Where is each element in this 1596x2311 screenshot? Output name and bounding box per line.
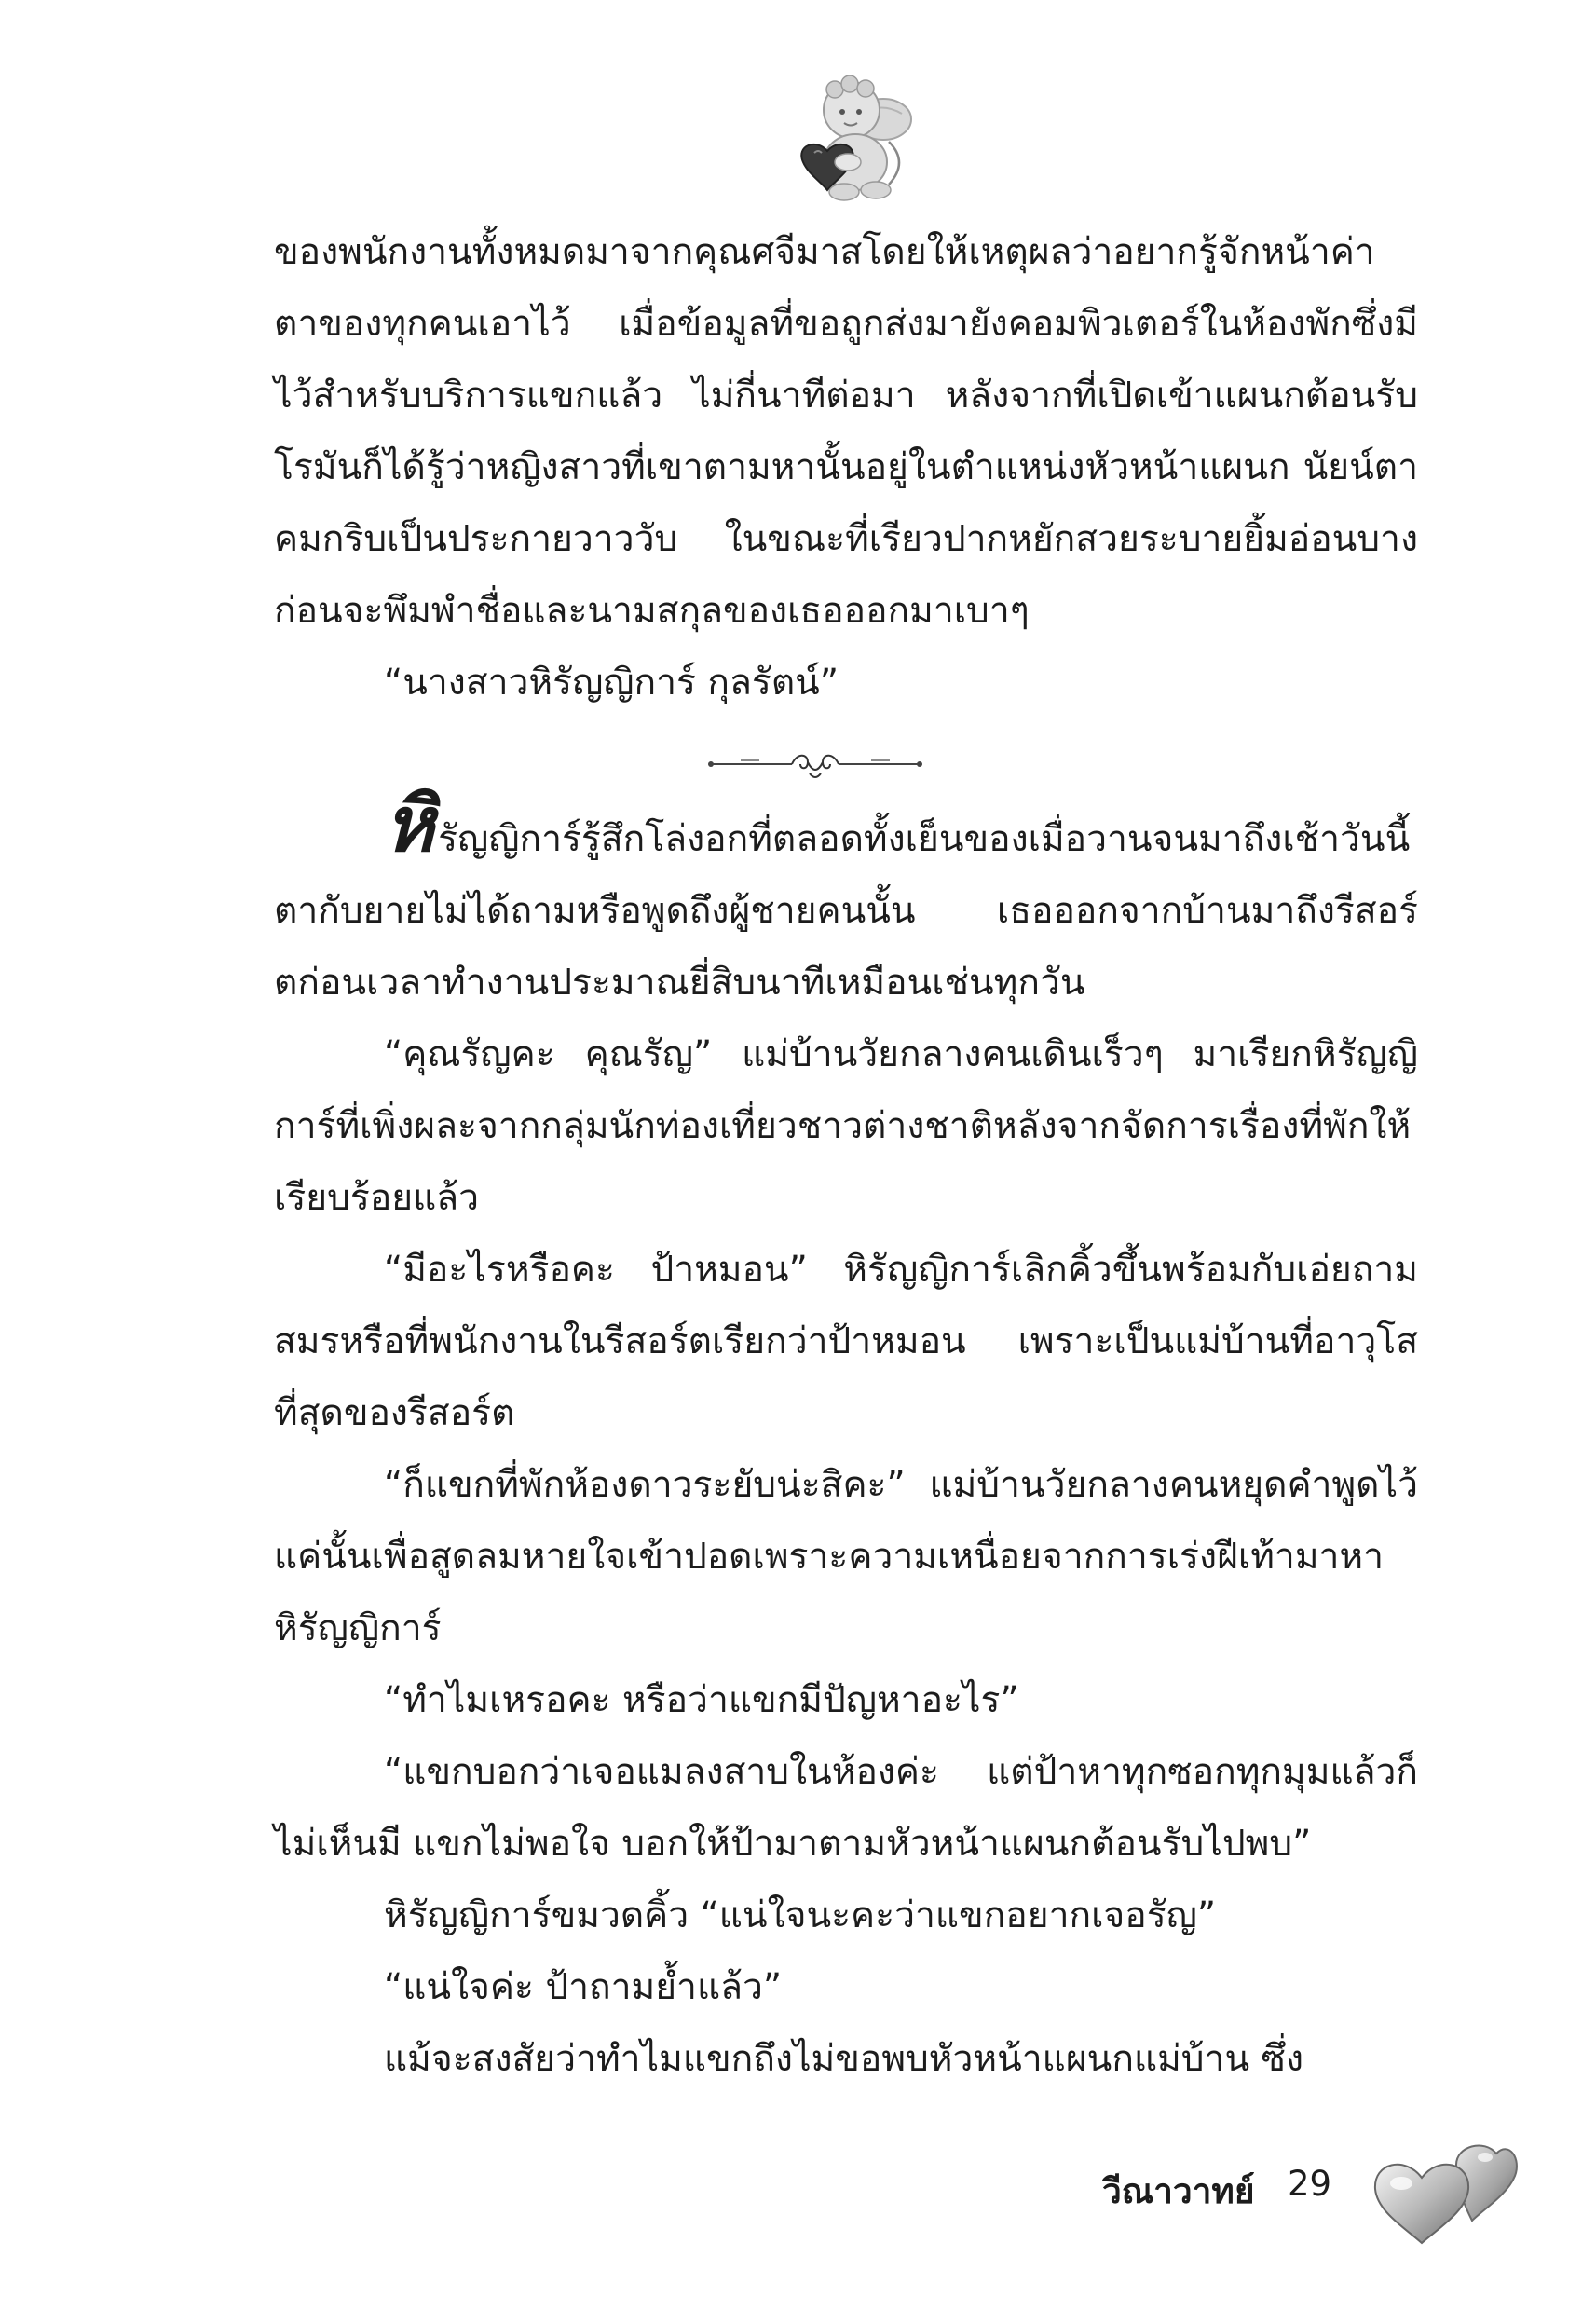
ornamental-scroll-divider-icon bbox=[703, 745, 927, 783]
page-number: 29 bbox=[1288, 2164, 1332, 2204]
paragraph: “ก็แขกที่พักห้องดาวระยับน่ะสิคะ” แม่บ้านวัยกลางคนหยุดคำพูดไว้แค่นั้นเพื่อสูดลมหายใจเข้าปอดเพราะความเหนื่อยจากการเร่งฝีเท้ามาหาหิรัญญิการ์ bbox=[274, 1464, 1418, 1649]
cherub-holding-heart-icon bbox=[779, 65, 919, 205]
dropcap: หิ bbox=[384, 780, 435, 869]
paragraph: “นางสาวหิรัญญิการ์ กุลรัตน์” bbox=[384, 662, 839, 704]
text-block-bottom bbox=[274, 780, 1418, 2095]
book-title: วีณาวาทย์ bbox=[1102, 2171, 1255, 2211]
paragraph-with-dropcap bbox=[274, 780, 1418, 1019]
paragraph: หิรัญญิการ์ขมวดคิ้ว “แน่ใจนะคะว่าแขกอยากเจอรัญ” bbox=[384, 1894, 1217, 1936]
paragraph: ของพนักงานทั้งหมดมาจากคุณศจีมาสโดยให้เหตุผลว่าอยากรู้จักหน้าค่าตาของทุกคนเอาไว้ เมื่อข้อมูลที่ขอถูกส่งมายังคอมพิวเตอร์ในห้องพักซึ่งมีไว้สำหรับบริการแขกแล้ว ไม่กี่นาทีต่อมา หลังจากที่เปิดเข้าแผนกต้อนรับ โรมันก็ได้รู้ว่าหญิงสาวที่เขาตามหานั้นอยู่ในตำแหน่งหัวหน้าแผนก นัยน์ตาคมกริบเป็นประกายวาววับ ในขณะที่เรียวปากหยักสวยระบายยิ้มอ่อนบาง ก่อนจะพึมพำชื่อและนามสกุลของเธอออกมาเบาๆ bbox=[274, 231, 1418, 632]
paragraph: แม้จะสงสัยว่าทำไมแขกถึงไม่ขอพบหัวหน้าแผนกแม่บ้าน ซึ่ง bbox=[384, 2038, 1304, 2080]
paragraph: “มีอะไรหรือคะ ป้าหมอน” หิรัญญิการ์เลิกคิ้วขึ้นพร้อมกับเอ่ยถามสมรหรือที่พนักงานในรีสอร์ตเรียกว่าป้าหมอน เพราะเป็นแม่บ้านที่อาวุโสที่สุดของรีสอร์ต bbox=[274, 1249, 1418, 1434]
text-block-top bbox=[274, 216, 1418, 718]
paragraph: “ทำไมเหรอคะ หรือว่าแขกมีปัญหาอะไร” bbox=[384, 1679, 1019, 1721]
paragraph: “คุณรัญคะ คุณรัญ” แม่บ้านวัยกลางคนเดินเร็วๆ มาเรียกหิรัญญิการ์ที่เพิ่งผละจากกลุ่มนักท่องเที่ยวชาวต่างชาติหลังจากจัดการเรื่องที่พักให้เรียบร้อยแล้ว bbox=[274, 1033, 1418, 1219]
silver-hearts-icon bbox=[1368, 2139, 1521, 2246]
paragraph: “แขกบอกว่าเจอแมลงสาบในห้องค่ะ แต่ป้าหาทุกซอกทุกมุมแล้วก็ไม่เห็นมี แขกไม่พอใจ บอกให้ป้ามาตามหัวหน้าแผนกต้อนรับไปพบ” bbox=[274, 1751, 1418, 1865]
paragraph-text: รัญญิการ์รู้สึกโล่งอกที่ตลอดทั้งเย็นของเมื่อวานจนมาถึงเช้าวันนี้ ตากับยายไม่ได้ถามหรือพูดถึงผู้ชายคนนั้น เธอออกจากบ้านมาถึงรีสอร์ตก่อนเวลาทำงานประมาณยี่สิบนาทีเหมือนเช่นทุกวัน bbox=[274, 818, 1418, 1004]
paragraph: “แน่ใจค่ะ ป้าถามย้ำแล้ว” bbox=[384, 1966, 783, 2008]
